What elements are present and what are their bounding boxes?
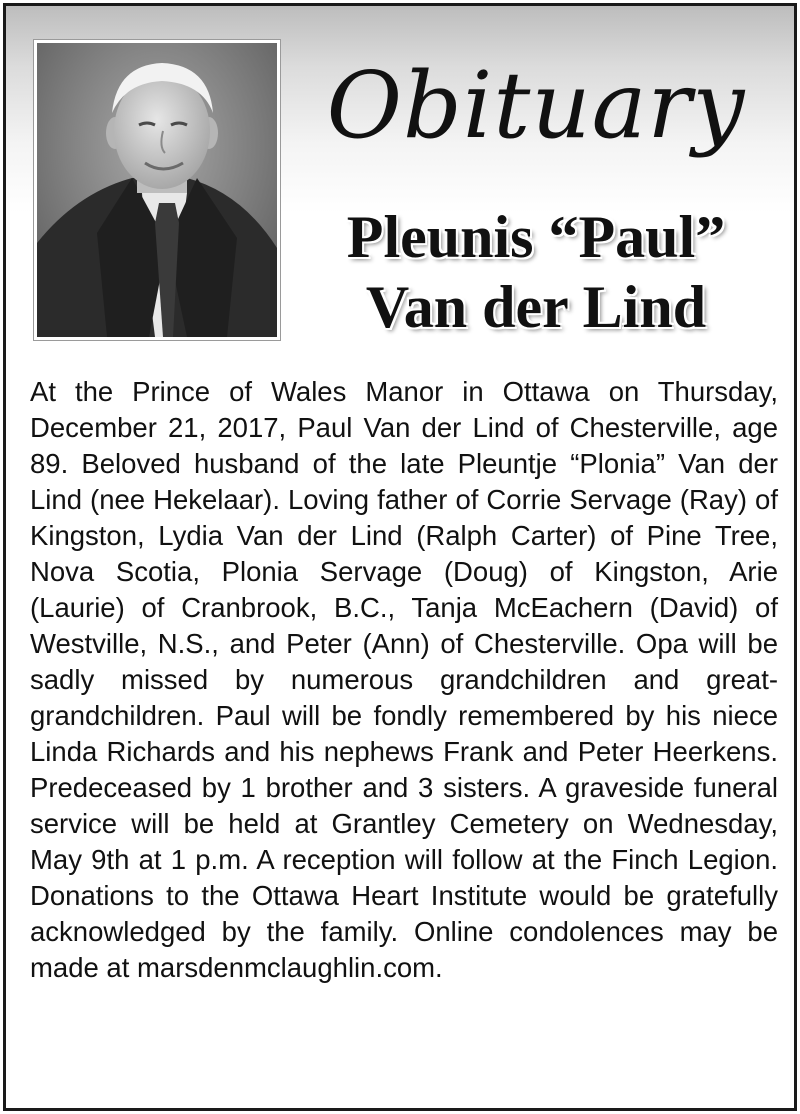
- portrait-photo: [34, 40, 280, 340]
- obituary-body: At the Prince of Wales Manor in Ottawa on Thursday, December 21, 2017, Paul Van der Lind of Chesterville, age 89. Beloved husband of the late Pleuntje “Plonia” Van der Lind (nee Hekelaar). Loving father of Corrie Servage (Ray) of Kingston, Lydia Van der Lind (Ralph Carter) of Pine Tree, Nova Scotia, Plonia Servage (Doug) of Kingston, Arie (Laurie) of Cranbrook, B.C., Tanja McEachern (David) of Westville, N.S., and Peter (Ann) of Chesterville. Opa will be sadly missed by numerous grandchildren and great-grandchildren. Paul will be fondly remembered by his niece Linda Richards and his nephews Frank and Peter Heerkens. Predeceased by 1 brother and 3 sisters. A graveside funeral service will be held at Grantley Cemetery on Wednesday, May 9th at 1 p.m. A reception will follow at the Finch Legion. Donations to the Ottawa Heart Institute would be gratefully acknowledged by the family. Online condolences may be made at marsdenmclaughlin.com.: [30, 376, 778, 983]
- obituary-notice: [3, 3, 797, 1111]
- obituary-heading: Obituary: [326, 52, 746, 159]
- deceased-name-line-1: Pleunis “Paul”: [346, 204, 726, 270]
- deceased-name-line-2: Van der Lind: [365, 274, 707, 340]
- portrait-illustration: [37, 43, 277, 337]
